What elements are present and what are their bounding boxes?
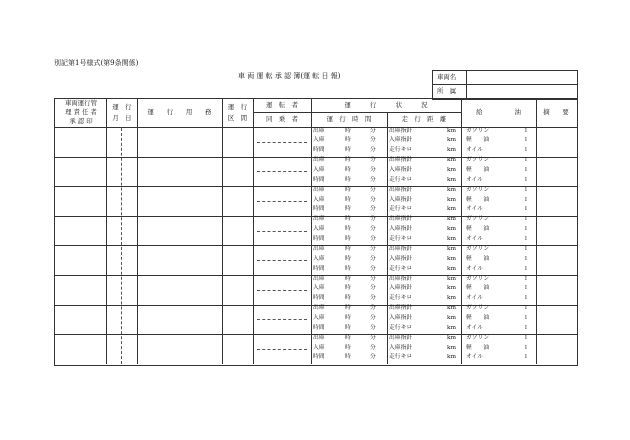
- distance-label: 走行キロ: [389, 176, 413, 183]
- minute-unit: 分: [370, 255, 376, 262]
- time-label: 出庫: [313, 186, 325, 193]
- hour-unit: 時: [345, 305, 351, 312]
- header-manager-1: 車両運行管: [65, 99, 97, 107]
- purpose-cell[interactable]: [140, 279, 220, 301]
- header-driver: 運 転 者: [266, 101, 298, 109]
- fuel-label: オイル: [466, 236, 484, 243]
- minute-unit: 分: [370, 216, 376, 223]
- hour-unit: 時: [345, 324, 351, 331]
- hour-unit: 時: [345, 157, 351, 164]
- distance-unit: km: [447, 265, 457, 272]
- time-label: 入庫: [313, 344, 325, 351]
- time-label: 入庫: [313, 196, 325, 203]
- hour-unit: 時: [345, 127, 351, 134]
- header-manager-3: 承 認 印: [69, 117, 93, 125]
- fuel-label: オイル: [466, 324, 484, 331]
- time-label: 時間: [313, 147, 325, 154]
- minute-unit: 分: [370, 285, 376, 292]
- time-label: 入庫: [313, 166, 325, 173]
- header-date-2: 月 日: [112, 114, 132, 122]
- minute-unit: 分: [370, 334, 376, 341]
- distance-unit: km: [447, 354, 457, 361]
- minute-unit: 分: [370, 265, 376, 272]
- section-cell[interactable]: [225, 249, 251, 271]
- distance-unit: km: [447, 147, 457, 154]
- fuel-unit: l: [525, 324, 527, 331]
- minute-unit: 分: [370, 275, 376, 282]
- header-distance: 走 行 距 離: [401, 115, 447, 123]
- section-cell[interactable]: [225, 279, 251, 301]
- distance-unit: km: [447, 206, 457, 213]
- time-label: 時間: [313, 206, 325, 213]
- department-label: 所 属: [437, 87, 457, 95]
- time-label: 入庫: [313, 255, 325, 262]
- minute-unit: 分: [370, 186, 376, 193]
- time-label: 入庫: [313, 137, 325, 144]
- minute-unit: 分: [370, 295, 376, 302]
- time-label: 出庫: [313, 334, 325, 341]
- driver-passenger-separator: [257, 260, 307, 261]
- time-label: 時間: [313, 265, 325, 272]
- time-label: 時間: [313, 236, 325, 243]
- hour-unit: 時: [345, 354, 351, 361]
- distance-label: 出庫指針: [389, 216, 413, 223]
- time-label: 時間: [313, 354, 325, 361]
- header-date-1: 運 行: [112, 103, 132, 111]
- fuel-label: 軽 油: [466, 314, 490, 321]
- fuel-label: オイル: [466, 265, 484, 272]
- minute-unit: 分: [370, 314, 376, 321]
- hour-unit: 時: [345, 265, 351, 272]
- fuel-label: 軽 油: [466, 137, 490, 144]
- fuel-unit: l: [525, 275, 527, 282]
- header-status: 運 行 状 況: [344, 101, 428, 109]
- minute-unit: 分: [370, 226, 376, 233]
- time-label: 入庫: [313, 226, 325, 233]
- minute-unit: 分: [370, 206, 376, 213]
- minute-unit: 分: [370, 137, 376, 144]
- fuel-label: ガソリン: [466, 245, 490, 252]
- distance-unit: km: [447, 127, 457, 134]
- hour-unit: 時: [345, 226, 351, 233]
- purpose-cell[interactable]: [140, 220, 220, 242]
- time-label: 入庫: [313, 314, 325, 321]
- distance-label: 走行キロ: [389, 147, 413, 154]
- fuel-label: オイル: [466, 176, 484, 183]
- distance-label: 走行キロ: [389, 206, 413, 213]
- distance-unit: km: [447, 314, 457, 321]
- distance-label: 走行キロ: [389, 236, 413, 243]
- fuel-label: ガソリン: [466, 334, 490, 341]
- minute-unit: 分: [370, 166, 376, 173]
- fuel-label: ガソリン: [466, 127, 490, 134]
- hour-unit: 時: [345, 295, 351, 302]
- fuel-unit: l: [525, 265, 527, 272]
- distance-label: 出庫指針: [389, 334, 413, 341]
- fuel-label: ガソリン: [466, 157, 490, 164]
- distance-label: 走行キロ: [389, 324, 413, 331]
- distance-label: 出庫指針: [389, 127, 413, 134]
- distance-unit: km: [447, 324, 457, 331]
- fuel-label: ガソリン: [466, 275, 490, 282]
- minute-unit: 分: [370, 176, 376, 183]
- fuel-label: 軽 油: [466, 285, 490, 292]
- purpose-cell[interactable]: [140, 249, 220, 271]
- minute-unit: 分: [370, 344, 376, 351]
- distance-unit: km: [447, 186, 457, 193]
- fuel-unit: l: [525, 176, 527, 183]
- fuel-label: オイル: [466, 354, 484, 361]
- distance-unit: km: [447, 226, 457, 233]
- form-title: 車 両 運 転 承 認 簿(運 転 日 報): [238, 72, 341, 80]
- distance-unit: km: [447, 285, 457, 292]
- fuel-unit: l: [525, 147, 527, 154]
- fuel-unit: l: [525, 137, 527, 144]
- fuel-unit: l: [525, 196, 527, 203]
- fuel-label: 軽 油: [466, 196, 490, 203]
- fuel-unit: l: [525, 305, 527, 312]
- time-label: 出庫: [313, 245, 325, 252]
- fuel-label: ガソリン: [466, 305, 490, 312]
- distance-label: 出庫指針: [389, 186, 413, 193]
- fuel-label: 軽 油: [466, 255, 490, 262]
- form-reference: 別記第1号様式(第9条関係): [54, 59, 139, 67]
- fuel-unit: l: [525, 295, 527, 302]
- purpose-cell[interactable]: [140, 338, 220, 360]
- distance-label: 入庫指針: [389, 344, 413, 351]
- time-label: 出庫: [313, 216, 325, 223]
- distance-label: 走行キロ: [389, 265, 413, 272]
- distance-label: 入庫指針: [389, 226, 413, 233]
- fuel-unit: l: [525, 285, 527, 292]
- header-fuel: 給 油: [476, 108, 521, 116]
- distance-unit: km: [447, 196, 457, 203]
- fuel-unit: l: [525, 344, 527, 351]
- hour-unit: 時: [345, 196, 351, 203]
- fuel-label: オイル: [466, 206, 484, 213]
- fuel-label: 軽 油: [466, 344, 490, 351]
- header-section-1: 運 行: [227, 103, 248, 111]
- header-purpose: 運 行 用 務: [147, 108, 212, 116]
- hour-unit: 時: [345, 344, 351, 351]
- distance-unit: km: [447, 157, 457, 164]
- hour-unit: 時: [345, 236, 351, 243]
- section-cell[interactable]: [225, 309, 251, 331]
- minute-unit: 分: [370, 127, 376, 134]
- header-section-2: 区 間: [227, 114, 248, 122]
- distance-label: 入庫指針: [389, 137, 413, 144]
- distance-unit: km: [447, 216, 457, 223]
- distance-label: 出庫指針: [389, 275, 413, 282]
- header-passenger: 同 乗 者: [266, 115, 298, 123]
- time-label: 出庫: [313, 157, 325, 164]
- distance-label: 走行キロ: [389, 354, 413, 361]
- fuel-unit: l: [525, 354, 527, 361]
- driver-passenger-separator: [257, 290, 307, 291]
- distance-unit: km: [447, 176, 457, 183]
- hour-unit: 時: [345, 186, 351, 193]
- fuel-unit: l: [525, 236, 527, 243]
- hour-unit: 時: [345, 216, 351, 223]
- hour-unit: 時: [345, 334, 351, 341]
- minute-unit: 分: [370, 324, 376, 331]
- fuel-unit: l: [525, 166, 527, 173]
- minute-unit: 分: [370, 157, 376, 164]
- distance-label: 入庫指針: [389, 255, 413, 262]
- time-label: 時間: [313, 324, 325, 331]
- section-cell[interactable]: [225, 131, 251, 153]
- driver-passenger-separator: [257, 231, 307, 232]
- hour-unit: 時: [345, 147, 351, 154]
- distance-label: 入庫指針: [389, 285, 413, 292]
- fuel-unit: l: [525, 186, 527, 193]
- purpose-cell[interactable]: [140, 190, 220, 212]
- fuel-label: ガソリン: [466, 186, 490, 193]
- fuel-label: 軽 油: [466, 226, 490, 233]
- time-label: 出庫: [313, 275, 325, 282]
- fuel-label: 軽 油: [466, 166, 490, 173]
- fuel-label: ガソリン: [466, 216, 490, 223]
- driver-passenger-separator: [257, 349, 307, 350]
- time-label: 時間: [313, 295, 325, 302]
- driver-passenger-separator: [257, 171, 307, 172]
- distance-label: 出庫指針: [389, 157, 413, 164]
- section-cell[interactable]: [225, 190, 251, 212]
- purpose-cell[interactable]: [140, 131, 220, 153]
- distance-unit: km: [447, 344, 457, 351]
- fuel-unit: l: [525, 334, 527, 341]
- hour-unit: 時: [345, 285, 351, 292]
- minute-unit: 分: [370, 236, 376, 243]
- distance-label: 入庫指針: [389, 314, 413, 321]
- driver-passenger-separator: [257, 142, 307, 143]
- section-cell[interactable]: [225, 161, 251, 183]
- distance-unit: km: [447, 295, 457, 302]
- distance-unit: km: [447, 334, 457, 341]
- hour-unit: 時: [345, 206, 351, 213]
- fuel-unit: l: [525, 314, 527, 321]
- fuel-label: オイル: [466, 295, 484, 302]
- section-cell[interactable]: [225, 338, 251, 360]
- hour-unit: 時: [345, 137, 351, 144]
- hour-unit: 時: [345, 245, 351, 252]
- distance-label: 入庫指針: [389, 166, 413, 173]
- hour-unit: 時: [345, 255, 351, 262]
- fuel-unit: l: [525, 255, 527, 262]
- section-cell[interactable]: [225, 220, 251, 242]
- minute-unit: 分: [370, 245, 376, 252]
- driver-passenger-separator: [257, 319, 307, 320]
- distance-unit: km: [447, 236, 457, 243]
- driver-passenger-separator: [257, 201, 307, 202]
- hour-unit: 時: [345, 314, 351, 321]
- time-label: 入庫: [313, 285, 325, 292]
- distance-unit: km: [447, 245, 457, 252]
- minute-unit: 分: [370, 305, 376, 312]
- vehicle-name-label: 車両名: [437, 73, 457, 81]
- distance-unit: km: [447, 275, 457, 282]
- distance-label: 入庫指針: [389, 196, 413, 203]
- hour-unit: 時: [345, 176, 351, 183]
- distance-unit: km: [447, 305, 457, 312]
- fuel-unit: l: [525, 127, 527, 134]
- header-operation-time: 運 行 時 間: [326, 115, 372, 123]
- distance-label: 出庫指針: [389, 305, 413, 312]
- purpose-cell[interactable]: [140, 161, 220, 183]
- fuel-unit: l: [525, 216, 527, 223]
- minute-unit: 分: [370, 354, 376, 361]
- distance-unit: km: [447, 166, 457, 173]
- distance-label: 出庫指針: [389, 245, 413, 252]
- header-manager-2: 理 責 任 者: [65, 108, 97, 116]
- minute-unit: 分: [370, 147, 376, 154]
- fuel-unit: l: [525, 157, 527, 164]
- time-label: 時間: [313, 176, 325, 183]
- minute-unit: 分: [370, 196, 376, 203]
- distance-unit: km: [447, 255, 457, 262]
- hour-unit: 時: [345, 166, 351, 173]
- fuel-unit: l: [525, 245, 527, 252]
- time-label: 出庫: [313, 305, 325, 312]
- distance-unit: km: [447, 137, 457, 144]
- header-remarks: 摘 要: [543, 108, 569, 116]
- time-label: 出庫: [313, 127, 325, 134]
- fuel-label: オイル: [466, 147, 484, 154]
- fuel-unit: l: [525, 206, 527, 213]
- hour-unit: 時: [345, 275, 351, 282]
- distance-label: 走行キロ: [389, 295, 413, 302]
- fuel-unit: l: [525, 226, 527, 233]
- purpose-cell[interactable]: [140, 309, 220, 331]
